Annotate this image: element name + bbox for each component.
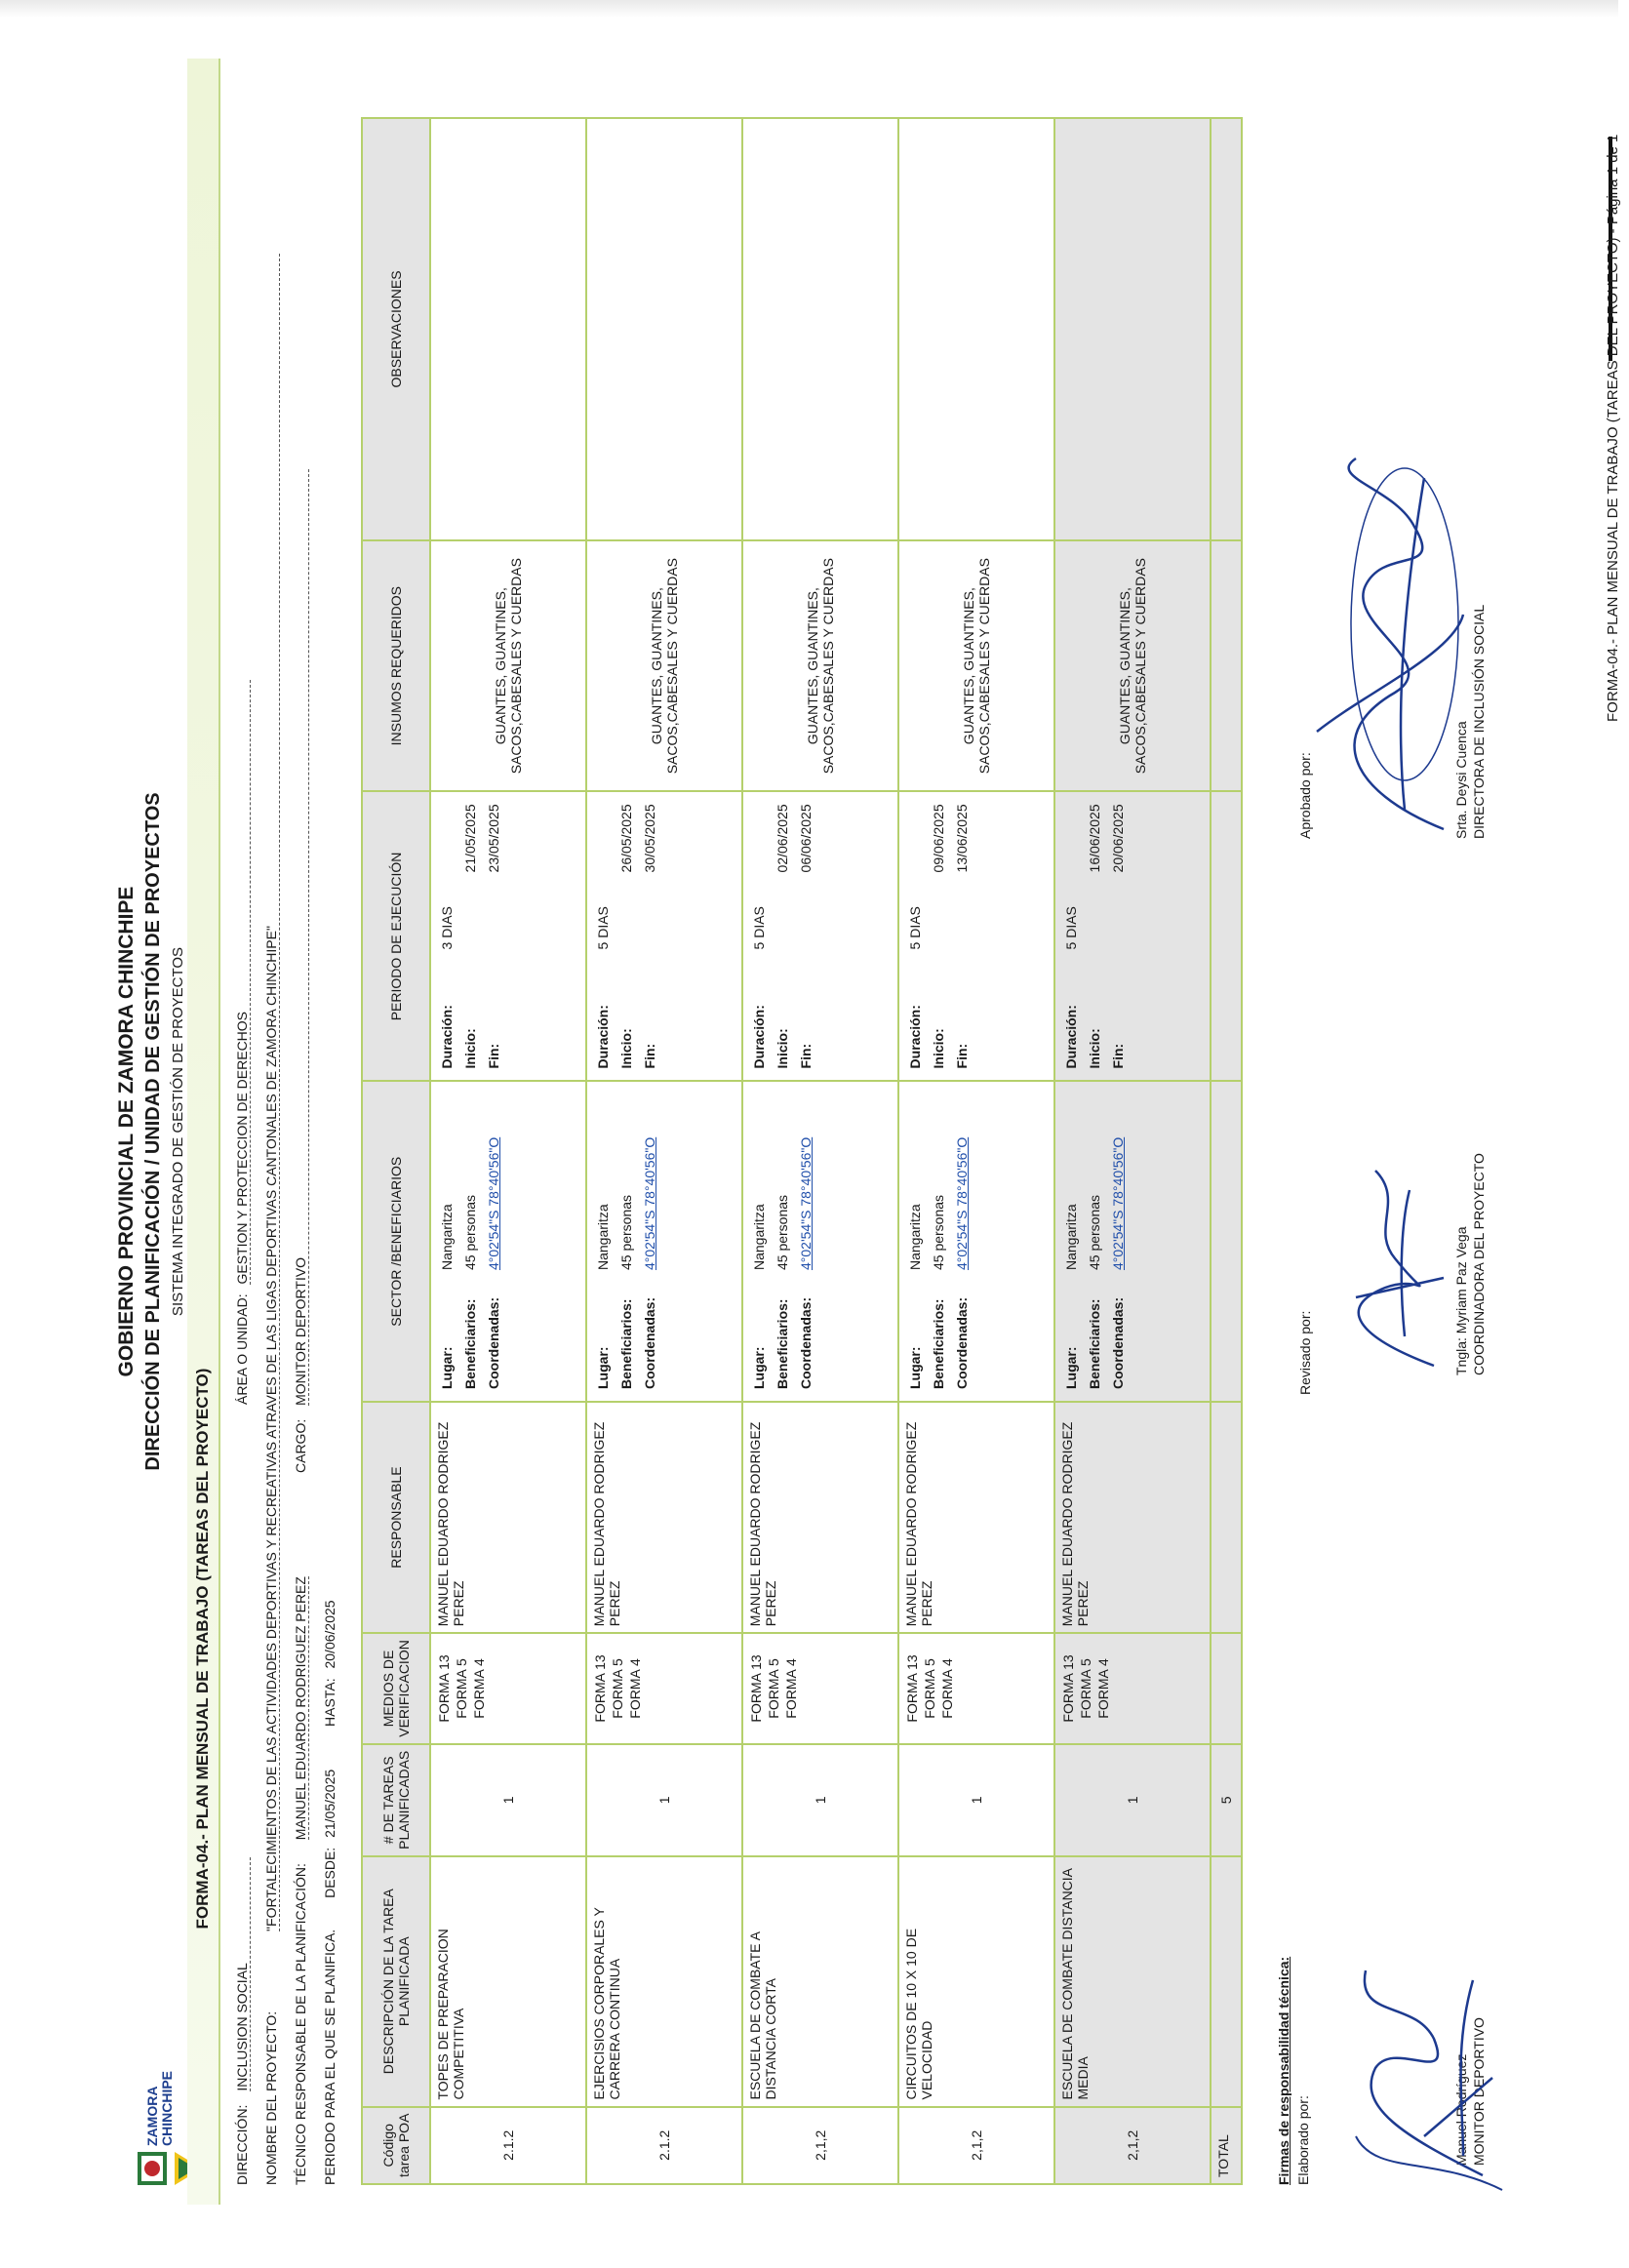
- header-descripcion: DESCRIPCIÓN DE LA TAREA PLANIFICADA: [362, 1856, 430, 2107]
- inicio-key: Inicio:: [462, 1028, 478, 1069]
- inicio-value: 26/05/2025: [618, 804, 634, 873]
- tecnico-line: [293, 1576, 309, 2185]
- logo-text: ZAMORA CHINCHIPE: [144, 2070, 175, 2146]
- table-header-row: [362, 118, 430, 2184]
- total-spacer: [1211, 1856, 1242, 2107]
- coordenadas-link[interactable]: 4°02'54"S 78°40'56"O: [1110, 1136, 1126, 1271]
- cell-num: 1: [430, 1744, 586, 1856]
- hasta-value: 20/06/2025: [322, 1600, 338, 1669]
- periodo-label: PERIODO PARA EL QUE SE PLANIFICA.: [322, 1929, 338, 2185]
- fin-value: 06/06/2025: [798, 804, 814, 873]
- tecnico-label: TÉCNICO RESPONSABLE DE LA PLANIFICACIÓN:: [293, 1863, 308, 2185]
- cell-observaciones: [898, 118, 1054, 540]
- cell-observaciones: [1054, 118, 1211, 540]
- cargo-label: CARGO:: [293, 1418, 308, 1473]
- medio-item: FORMA 13: [1060, 1654, 1076, 1723]
- cell-num: 1: [898, 1744, 1054, 1856]
- duracion-key: Duración:: [595, 1005, 611, 1069]
- fin-value: 23/05/2025: [486, 804, 501, 873]
- beneficiarios-key: Beneficiarios:: [462, 1298, 478, 1390]
- fin-key: Fin:: [486, 1043, 501, 1069]
- beneficiarios-value: 45 personas: [931, 1194, 946, 1271]
- signature-elaborado: [1317, 1941, 1517, 2195]
- proyecto-label: NOMBRE DEL PROYECTO:: [263, 2010, 279, 2185]
- inicio-value: 21/05/2025: [462, 804, 478, 873]
- fin-key: Fin:: [798, 1043, 814, 1069]
- elaborado-role: MONITOR DEPORTIVO: [1471, 2017, 1487, 2166]
- cell-sector: [586, 1081, 742, 1402]
- beneficiarios-value: 45 personas: [618, 1194, 634, 1271]
- desde-label: DESDE:: [322, 1847, 338, 1898]
- fin-key: Fin:: [954, 1043, 970, 1069]
- table-row: [742, 118, 898, 2184]
- duracion-value: 5 DIAS: [1063, 906, 1079, 950]
- cell-descripcion: EJERCISIOS CORPORALES Y CARRERA CONTINUA: [586, 1856, 742, 2107]
- beneficiarios-value: 45 personas: [1087, 1194, 1102, 1271]
- aprobado-name: Srta. Deysi Cuenca: [1453, 721, 1469, 839]
- aprobado-label: Aprobado por:: [1297, 752, 1313, 839]
- cell-descripcion: CIRCUITOS DE 10 X 10 DE VELOCIDAD: [898, 1856, 1054, 2107]
- cell-periodo: [742, 791, 898, 1081]
- direccion-value: INCLUSION SOCIAL: [234, 1857, 251, 2091]
- form-title: FORMA-04.- PLAN MENSUAL DE TRABAJO (TAREAS DEL PROYECTO): [193, 1368, 212, 1930]
- duracion-value: 5 DIAS: [907, 906, 923, 950]
- firmas-label: Firmas de responsabilidad técnica:: [1276, 1956, 1291, 2185]
- tecnico-value: MANUEL EDUARDO RODRIGUEZ PEREZ: [293, 1576, 308, 1841]
- cell-periodo: [898, 791, 1054, 1081]
- beneficiarios-value: 45 personas: [462, 1194, 478, 1271]
- cell-sector: [1054, 1081, 1211, 1402]
- cell-codigo: 2,1,2: [742, 2107, 898, 2184]
- elaborado-label: Elaborado por:: [1295, 2095, 1311, 2185]
- table-row: [586, 118, 742, 2184]
- duracion-value: 3 DIAS: [439, 906, 455, 950]
- medio-item: FORMA 5: [454, 1658, 469, 1719]
- scan-shadow: [0, 0, 1618, 18]
- header-codigo: Código tarea POA: [362, 2107, 430, 2184]
- total-cell: [1211, 1633, 1242, 1744]
- cargo-value: MONITOR DEPORTIVO: [293, 469, 309, 1406]
- cell-num: 1: [1054, 1744, 1211, 1856]
- total-row: [1211, 118, 1242, 2184]
- beneficiarios-value: 45 personas: [775, 1194, 790, 1271]
- revisado-label: Revisado por:: [1297, 1310, 1313, 1395]
- header-responsable: RESPONSABLE: [362, 1402, 430, 1633]
- duracion-key: Duración:: [439, 1005, 455, 1069]
- cell-descripcion: TOPES DE PREPARACION COMPETITIVA: [430, 1856, 586, 2107]
- signature-aprobado: [1288, 439, 1488, 849]
- duracion-value: 5 DIAS: [751, 906, 767, 950]
- inicio-key: Inicio:: [618, 1028, 634, 1069]
- total-value: 5: [1211, 1744, 1242, 1856]
- cell-observaciones: [430, 118, 586, 540]
- total-cell: [1211, 540, 1242, 791]
- beneficiarios-key: Beneficiarios:: [618, 1298, 634, 1390]
- cell-sector: [742, 1081, 898, 1402]
- fin-key: Fin:: [1110, 1043, 1126, 1069]
- lugar-key: Lugar:: [1063, 1346, 1079, 1390]
- beneficiarios-key: Beneficiarios:: [931, 1298, 946, 1390]
- header-insumos: INSUMOS REQUERIDOS: [362, 540, 430, 791]
- medio-item: FORMA 5: [922, 1658, 937, 1719]
- lugar-key: Lugar:: [751, 1346, 767, 1390]
- cell-responsable: MANUEL EDUARDO RODRIGEZ PEREZ: [1054, 1402, 1211, 1633]
- header-observaciones: OBSERVACIONES: [362, 118, 430, 540]
- cell-sector: [898, 1081, 1054, 1402]
- proyecto-value: "FORTALECIMIENTOS DE LAS ACTIVIDADES DEPORTIVAS Y RECREATIVAS ATRAVES DE LAS LIGAS DEPORTIVAS CANTONALES DE ZAMORA CHINCHIPE": [263, 254, 280, 1931]
- coordenadas-key: Coordenadas:: [642, 1296, 657, 1390]
- revisado-name: Tngla: Myriam Paz Vega: [1453, 1226, 1469, 1375]
- page-footer: FORMA-04.- PLAN MENSUAL DE TRABAJO (TAREAS DEL PROYECTO) - Página 1 de 1: [1605, 134, 1621, 722]
- cell-insumos: GUANTES, GUANTINES, SACOS,CABESALES Y CUERDAS: [430, 540, 586, 791]
- total-cell: [1211, 791, 1242, 1081]
- cell-insumos: GUANTES, GUANTINES, SACOS,CABESALES Y CUERDAS: [742, 540, 898, 791]
- cell-periodo: [1054, 791, 1211, 1081]
- beneficiarios-key: Beneficiarios:: [1087, 1298, 1102, 1390]
- inicio-value: 16/06/2025: [1087, 804, 1102, 873]
- medio-item: FORMA 5: [1078, 1658, 1093, 1719]
- medio-item: FORMA 13: [748, 1654, 764, 1723]
- total-cell: [1211, 118, 1242, 540]
- plan-table: [361, 117, 1243, 2185]
- fin-value: 20/06/2025: [1110, 804, 1126, 873]
- revisado-role: COORDINADORA DEL PROYECTO: [1471, 1153, 1487, 1375]
- cell-medios: [586, 1633, 742, 1744]
- cell-periodo: [430, 791, 586, 1081]
- coordenadas-key: Coordenadas:: [798, 1296, 814, 1390]
- cell-observaciones: [742, 118, 898, 540]
- duracion-key: Duración:: [1063, 1005, 1079, 1069]
- cell-responsable: MANUEL EDUARDO RODRIGEZ PEREZ: [742, 1402, 898, 1633]
- medio-item: FORMA 13: [904, 1654, 920, 1723]
- cell-medios: [1054, 1633, 1211, 1744]
- area-line: [234, 680, 251, 1405]
- hasta-label: HASTA:: [322, 1678, 338, 1727]
- medio-item: FORMA 13: [592, 1654, 608, 1723]
- cell-insumos: GUANTES, GUANTINES, SACOS,CABESALES Y CUERDAS: [586, 540, 742, 791]
- cell-codigo: 2.1.2: [586, 2107, 742, 2184]
- cell-insumos: GUANTES, GUANTINES, SACOS,CABESALES Y CUERDAS: [1054, 540, 1211, 791]
- cell-medios: [898, 1633, 1054, 1744]
- lugar-value: Nangaritza: [1063, 1204, 1079, 1271]
- dept-title: DIRECCIÓN DE PLANIFICACIÓN / UNIDAD DE GESTIÓN DE PROYECTOS: [142, 792, 164, 1471]
- periodo-line: [322, 1600, 338, 2185]
- duracion-key: Duración:: [751, 1005, 767, 1069]
- medio-item: FORMA 5: [610, 1658, 625, 1719]
- cell-insumos: GUANTES, GUANTINES, SACOS,CABESALES Y CUERDAS: [898, 540, 1054, 791]
- cell-codigo: 2,1,2: [1054, 2107, 1211, 2184]
- total-cell: [1211, 1081, 1242, 1402]
- lugar-key: Lugar:: [595, 1346, 611, 1390]
- duracion-key: Duración:: [907, 1005, 923, 1069]
- medio-item: FORMA 4: [471, 1658, 487, 1719]
- total-label: TOTAL: [1211, 2107, 1242, 2184]
- coordenadas-key: Coordenadas:: [954, 1296, 970, 1390]
- fin-key: Fin:: [642, 1043, 657, 1069]
- medio-item: FORMA 4: [1095, 1658, 1111, 1719]
- inicio-key: Inicio:: [775, 1028, 790, 1069]
- header-num-tareas: # DE TAREAS PLANIFICADAS: [362, 1744, 430, 1856]
- table-row: [898, 118, 1054, 2184]
- table-row: [430, 118, 586, 2184]
- fin-value: 13/06/2025: [954, 804, 970, 873]
- cell-medios: [742, 1633, 898, 1744]
- system-title: SISTEMA INTEGRADO DE GESTIÓN DE PROYECTOS: [170, 946, 186, 1317]
- cell-medios: [430, 1633, 586, 1744]
- beneficiarios-key: Beneficiarios:: [775, 1298, 790, 1390]
- inicio-key: Inicio:: [1087, 1028, 1102, 1069]
- cell-observaciones: [586, 118, 742, 540]
- total-cell: [1211, 1402, 1242, 1633]
- direccion-label: DIRECCIÓN:: [234, 2104, 250, 2185]
- coordenadas-link[interactable]: 4°02'54"S 78°40'56"O: [486, 1136, 501, 1271]
- lugar-key: Lugar:: [439, 1346, 455, 1390]
- fin-value: 30/05/2025: [642, 804, 657, 873]
- proyecto-line: [263, 254, 280, 2185]
- lugar-value: Nangaritza: [439, 1204, 455, 1271]
- coordenadas-link[interactable]: 4°02'54"S 78°40'56"O: [798, 1136, 814, 1271]
- area-label: ÁREA O UNIDAD:: [234, 1293, 250, 1405]
- header-periodo: PERIODO DE EJECUCIÓN: [362, 791, 430, 1081]
- inicio-value: 02/06/2025: [775, 804, 790, 873]
- area-value: GESTION Y PROTECCION DE DERECHOS: [234, 680, 251, 1285]
- cell-sector: [430, 1081, 586, 1402]
- cell-periodo: [586, 791, 742, 1081]
- rotated-sheet: [88, 59, 1629, 2205]
- medio-item: FORMA 4: [627, 1658, 643, 1719]
- cargo-line: [293, 469, 309, 1473]
- elaborado-name: Manuel Rodríguez: [1453, 2053, 1469, 2166]
- medio-item: FORMA 4: [783, 1658, 799, 1719]
- coordenadas-link[interactable]: 4°02'54"S 78°40'56"O: [954, 1136, 970, 1271]
- cell-codigo: 2.1.2: [430, 2107, 586, 2184]
- header-medios: MEDIOS DE VERIFICACION: [362, 1633, 430, 1744]
- desde-value: 21/05/2025: [322, 1769, 338, 1838]
- table-row: [1054, 118, 1211, 2184]
- coordenadas-key: Coordenadas:: [486, 1296, 501, 1390]
- lugar-value: Nangaritza: [595, 1204, 611, 1271]
- inicio-key: Inicio:: [931, 1028, 946, 1069]
- cell-responsable: MANUEL EDUARDO RODRIGEZ PEREZ: [898, 1402, 1054, 1633]
- cell-responsable: MANUEL EDUARDO RODRIGEZ PEREZ: [430, 1402, 586, 1633]
- coordenadas-link[interactable]: 4°02'54"S 78°40'56"O: [642, 1136, 657, 1271]
- cell-responsable: MANUEL EDUARDO RODRIGEZ PEREZ: [586, 1402, 742, 1633]
- aprobado-role: DIRECTORA DE INCLUSIÓN SOCIAL: [1471, 604, 1487, 839]
- lugar-value: Nangaritza: [751, 1204, 767, 1271]
- cell-descripcion: ESCUELA DE COMBATE DISTANCIA MEDIA: [1054, 1856, 1211, 2107]
- signature-revisado: [1317, 1141, 1468, 1395]
- inicio-value: 09/06/2025: [931, 804, 946, 873]
- direccion-line: [234, 1857, 251, 2185]
- cell-num: 1: [742, 1744, 898, 1856]
- header-sector: SECTOR /BENEFICIARIOS: [362, 1081, 430, 1402]
- lugar-value: Nangaritza: [907, 1204, 923, 1271]
- medio-item: FORMA 4: [939, 1658, 955, 1719]
- org-title: GOBIERNO PROVINCIAL DE ZAMORA CHINCHIPE: [115, 886, 138, 1377]
- duracion-value: 5 DIAS: [595, 906, 611, 950]
- lugar-key: Lugar:: [907, 1346, 923, 1390]
- medio-item: FORMA 5: [766, 1658, 781, 1719]
- medio-item: FORMA 13: [436, 1654, 452, 1723]
- coordenadas-key: Coordenadas:: [1110, 1296, 1126, 1390]
- cell-num: 1: [586, 1744, 742, 1856]
- cell-codigo: 2,1,2: [898, 2107, 1054, 2184]
- cell-descripcion: ESCUELA DE COMBATE A DISTANCIA CORTA: [742, 1856, 898, 2107]
